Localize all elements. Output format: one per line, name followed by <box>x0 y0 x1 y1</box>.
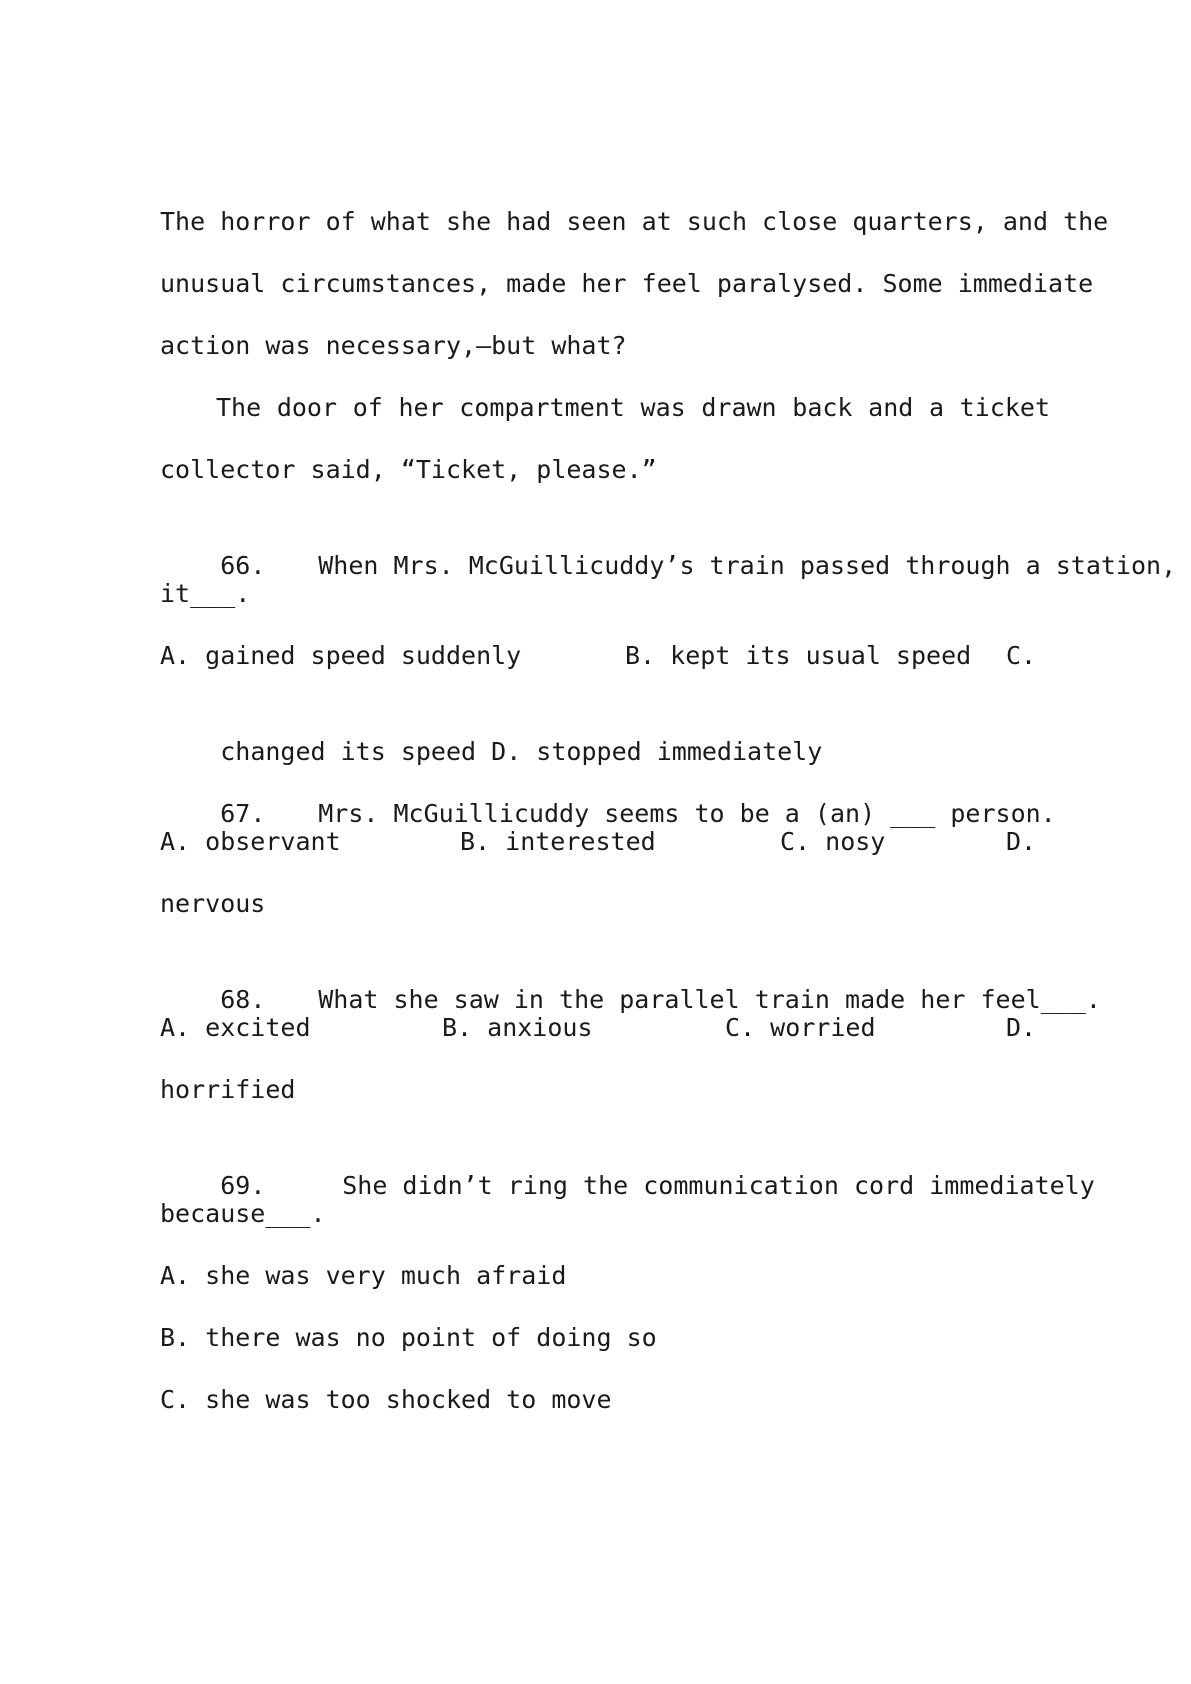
options-row <box>160 639 1050 673</box>
option-a: A. gained speed suddenly <box>160 641 522 670</box>
option-c: C. worried <box>725 1013 876 1042</box>
passage-line: The horror of what she had seen at such close quarters, and the <box>160 207 1109 236</box>
passage-line: collector said, “Ticket, please.” <box>160 455 657 484</box>
passage-line: action was necessary,—but what? <box>160 331 627 360</box>
question-68 <box>160 949 1101 1014</box>
question-number: 67. <box>220 799 266 828</box>
option-c: C. she was too shocked to move <box>160 1385 612 1414</box>
question-69 <box>160 1135 1095 1200</box>
option-d-text: nervous <box>160 889 266 918</box>
passage-line: The door of her compartment was drawn back and a ticket <box>216 393 1050 422</box>
option-d-label: D. <box>1006 1013 1037 1042</box>
option-c-label: C. <box>1006 641 1037 670</box>
question-stem: When Mrs. McGuillicuddy’s train passed through a station, <box>318 551 1177 580</box>
option-c-text: changed its speed <box>220 737 477 766</box>
question-67 <box>160 763 1056 828</box>
option-a: A. excited <box>160 1013 311 1042</box>
question-stem: She didn’t ring the communication cord immediately <box>342 1171 1095 1200</box>
option-b: B. kept its usual speed <box>625 641 972 670</box>
question-number: 66. <box>220 551 266 580</box>
option-b: B. interested <box>460 827 656 856</box>
question-number: 68. <box>220 985 266 1014</box>
option-d-text: horrified <box>160 1075 296 1104</box>
question-stem: Mrs. McGuillicuddy seems to be a (an) ___ person. <box>318 799 1056 828</box>
option-b: B. there was no point of doing so <box>160 1323 657 1352</box>
option-b: B. anxious <box>442 1013 593 1042</box>
option-a: A. she was very much afraid <box>160 1261 567 1290</box>
options-row <box>160 825 1050 859</box>
option-d-label: D. <box>1006 827 1037 856</box>
passage-line: unusual circumstances, made her feel paralysed. Some immediate <box>160 269 1094 298</box>
option-d: D. stopped immediately <box>491 737 823 766</box>
option-c: C. nosy <box>780 827 886 856</box>
question-stem-continued: because___. <box>160 1199 326 1228</box>
options-row <box>160 1011 1050 1045</box>
question-number: 69. <box>220 1171 266 1200</box>
question-stem-continued: it___. <box>160 579 251 608</box>
question-stem: What she saw in the parallel train made her feel___. <box>318 985 1101 1014</box>
question-66 <box>160 515 1177 580</box>
option-a: A. observant <box>160 827 341 856</box>
options-row <box>160 701 1050 766</box>
